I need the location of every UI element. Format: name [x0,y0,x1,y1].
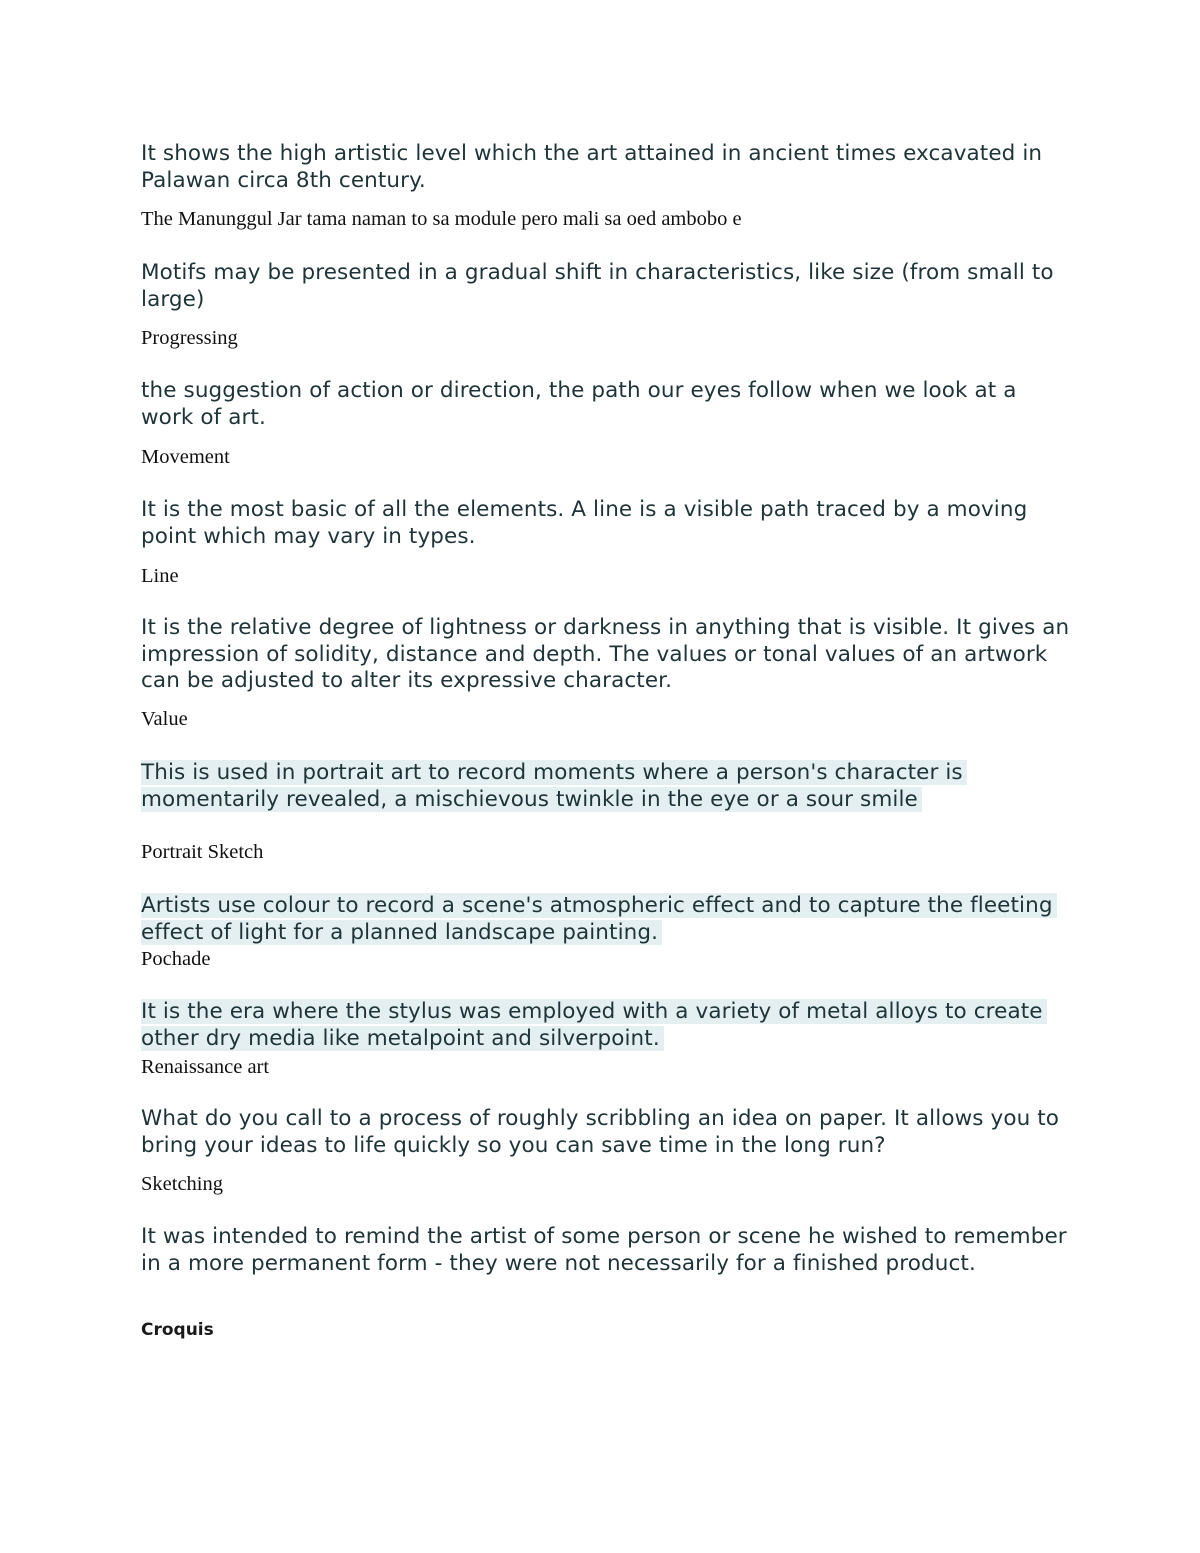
question-text: It shows the high artistic level which the art attained in ancient times excavated in Palawan circa 8th century. [141,141,1043,193]
answer-text: Sketching [141,1173,223,1195]
answer-text: Renaissance art [141,1056,270,1078]
question-text: It is the era where the stylus was employed with a variety of metal alloys to create other dry media like metalpoint and silverpoint. [141,999,1047,1051]
question-text: This is used in portrait art to record moments where a person's character is momentarily revealed, a mischievous twinkle in the eye or a sour smile [141,760,967,812]
question-text: It is the most basic of all the elements. A line is a visible path traced by a moving point which may vary in types. [141,497,1028,549]
highlighted-question-text [141,999,1071,1052]
question-text: Artists use colour to record a scene's atmospheric effect and to capture the fleeting effect of light for a planned landscape painting. [141,893,1057,945]
highlighted-question-text [141,760,1071,813]
answer-text: Portrait Sketch [141,841,264,863]
highlighted-question-text [141,893,1071,946]
question-text: It was intended to remind the artist of some person or scene he wished to remember in a more permanent form - they were not necessarily for a finished product. [141,1224,1067,1276]
question-text: Motifs may be presented in a gradual shift in characteristics, like size (from small to large) [141,260,1054,312]
answer-text: Line [141,565,179,587]
answer-text: The Manunggul Jar tama naman to sa module pero mali sa oed ambobo e [141,208,742,230]
answer-text: Progressing [141,327,238,349]
answer-text: Movement [141,446,230,468]
answer-text: Croquis [141,1320,214,1340]
question-text: It is the relative degree of lightness or darkness in anything that is visible. It gives an impression of solidity, distance and depth. The values or tonal values of an artwork can be adjusted to alter its expressive character. [141,615,1070,693]
answer-text: Value [141,708,188,730]
question-text: the suggestion of action or direction, the path our eyes follow when we look at a work of art. [141,378,1017,430]
question-text: What do you call to a process of roughly scribbling an idea on paper. It allows you to bring your ideas to life quickly so you can save time in the long run? [141,1106,1060,1158]
answer-text: Pochade [141,948,211,970]
